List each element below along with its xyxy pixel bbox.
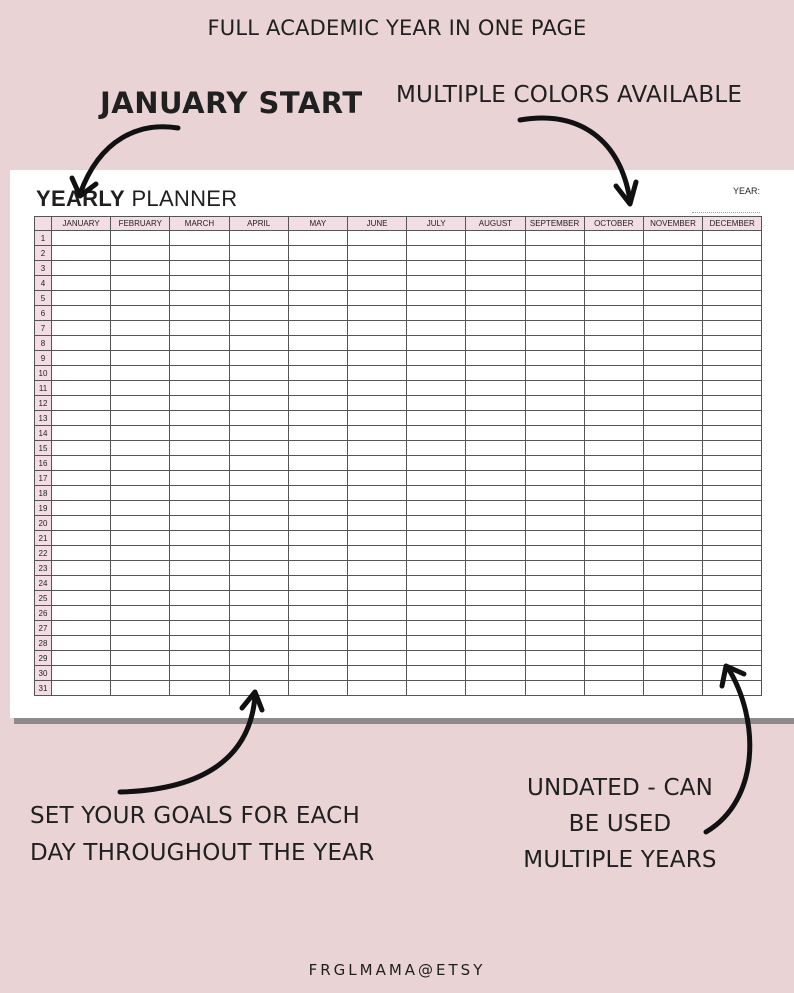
day-number: 16 [35, 456, 52, 471]
january-start-caption: JANUARY START [100, 86, 363, 120]
day-number: 30 [35, 666, 52, 681]
month-header-march: MARCH [170, 217, 229, 231]
day-number: 1 [35, 231, 52, 246]
day-number: 5 [35, 291, 52, 306]
month-header-june: JUNE [347, 217, 406, 231]
day-number: 27 [35, 621, 52, 636]
day-number: 29 [35, 651, 52, 666]
day-number: 8 [35, 336, 52, 351]
day-number: 3 [35, 261, 52, 276]
day-number: 17 [35, 471, 52, 486]
month-header-december: DECEMBER [703, 217, 762, 231]
top-caption: FULL ACADEMIC YEAR IN ONE PAGE [207, 16, 587, 40]
month-header-august: AUGUST [466, 217, 525, 231]
year-label: YEAR: [733, 186, 761, 196]
planner-title-bold: YEARLY [36, 186, 126, 211]
day-number: 13 [35, 411, 52, 426]
goals-caption-line-2: DAY THROUGHOUT THE YEAR [30, 840, 375, 866]
day-number: 2 [35, 246, 52, 261]
day-number: 28 [35, 636, 52, 651]
month-header-february: FEBRUARY [111, 217, 170, 231]
month-header-july: JULY [407, 217, 466, 231]
day-number: 7 [35, 321, 52, 336]
arrow-undated [706, 668, 750, 832]
day-number: 25 [35, 591, 52, 606]
planner-title-rest: PLANNER [131, 186, 238, 211]
day-number: 6 [35, 306, 52, 321]
footer-shop-name: FRGLMAMA@ETSY [308, 961, 486, 979]
day-number: 4 [35, 276, 52, 291]
day-number: 22 [35, 546, 52, 561]
day-number: 19 [35, 501, 52, 516]
month-header-may: MAY [288, 217, 347, 231]
goals-caption-line-1: SET YOUR GOALS FOR EACH [30, 803, 360, 829]
day-number: 26 [35, 606, 52, 621]
undated-caption-line-3: MULTIPLE YEARS [523, 847, 717, 873]
month-header-november: NOVEMBER [643, 217, 702, 231]
undated-caption-line-2: BE USED [568, 811, 672, 837]
day-number: 20 [35, 516, 52, 531]
day-number: 23 [35, 561, 52, 576]
day-number: 15 [35, 441, 52, 456]
arrow-multiple-colors [520, 118, 630, 200]
month-header-october: OCTOBER [584, 217, 643, 231]
arrow-goals [120, 696, 255, 792]
undated-caption-line-1: UNDATED - CAN [526, 775, 714, 801]
month-header-september: SEPTEMBER [525, 217, 584, 231]
day-number: 11 [35, 381, 52, 396]
day-number: 10 [35, 366, 52, 381]
day-number: 24 [35, 576, 52, 591]
day-number: 21 [35, 531, 52, 546]
day-number: 18 [35, 486, 52, 501]
month-header-april: APRIL [229, 217, 288, 231]
day-number: 12 [35, 396, 52, 411]
day-number: 31 [35, 681, 52, 696]
day-number: 14 [35, 426, 52, 441]
month-header-january: JANUARY [52, 217, 111, 231]
day-number: 9 [35, 351, 52, 366]
multiple-colors-caption: MULTIPLE COLORS AVAILABLE [396, 82, 743, 108]
